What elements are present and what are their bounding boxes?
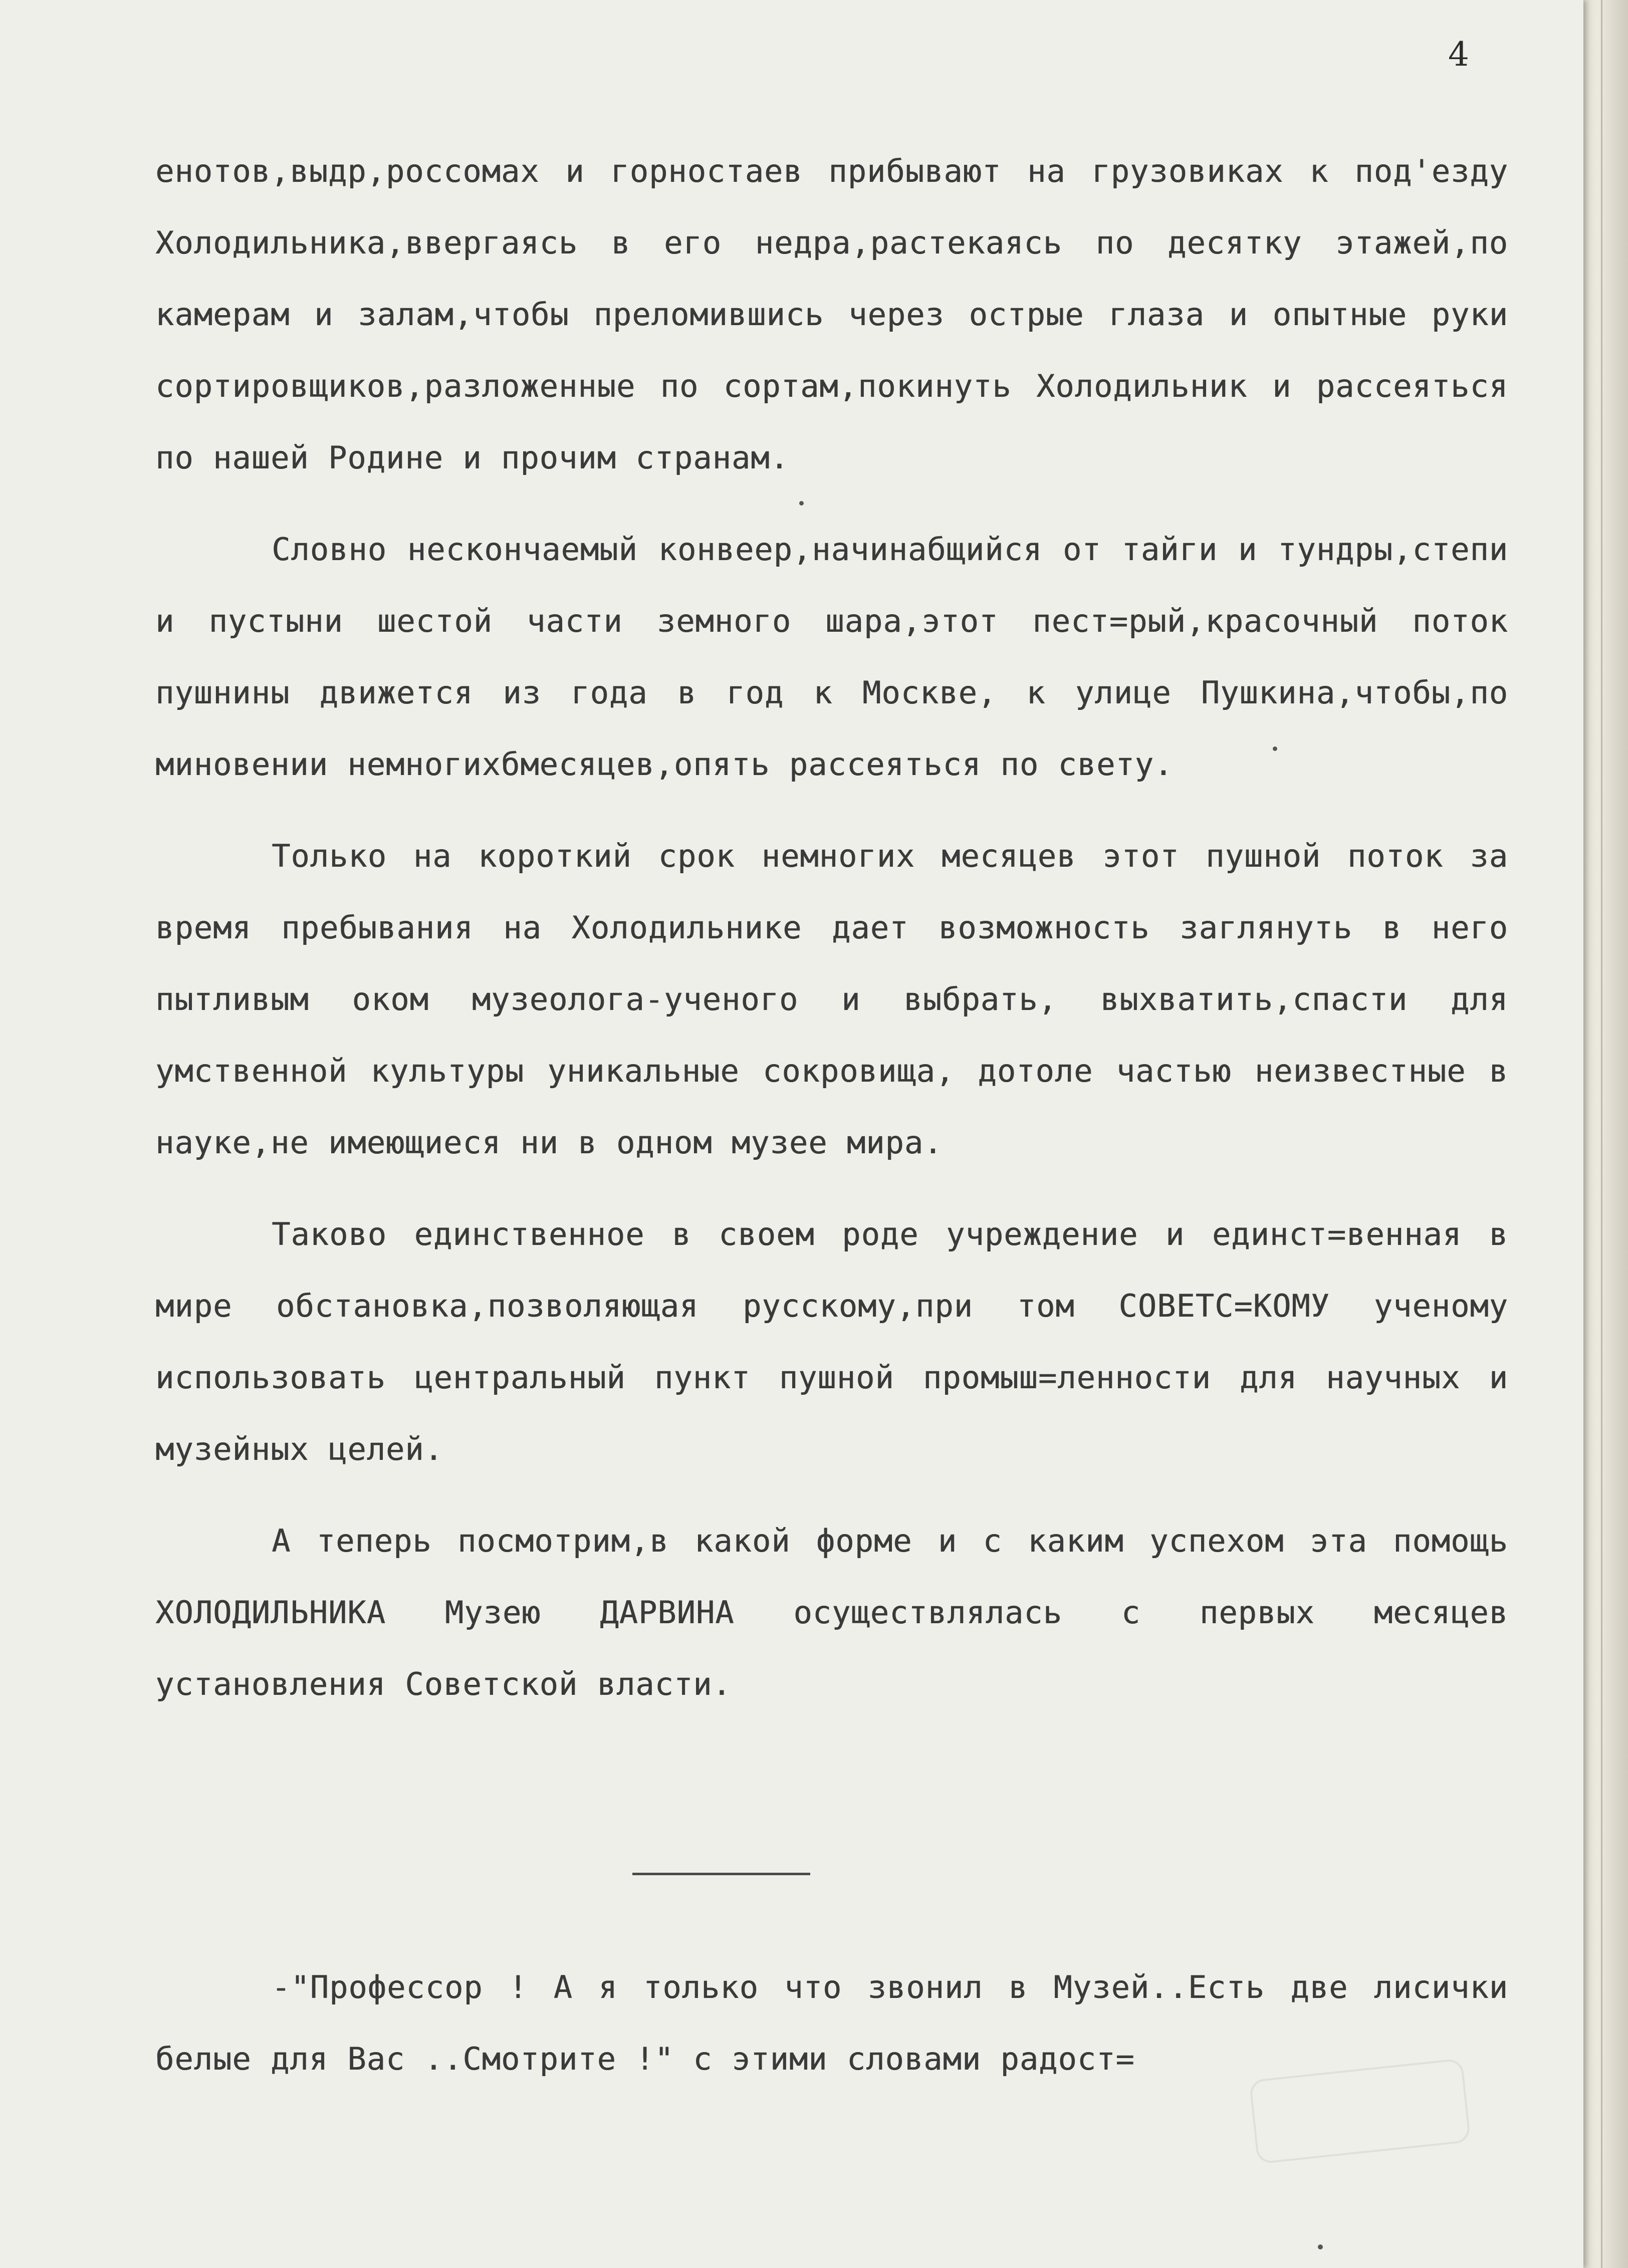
paragraph-conveyor: Словно нескончаемый конвеер,начинабщийся от тайги и тундры,степи и пустыни шестой части земного шара,этот пест=рый,красочный поток пушнины движется из года в год к Москве, к улице Пушкина,чтобы,по миновении немногихбмесяцев,опять рассеяться по свету. (155, 531, 1508, 783)
paragraph-transition: А теперь посмотрим,в какой форме и с каким успехом эта помощь ХОЛОДИЛЬНИКА Музею ДАРВИНА осуществлялась с первых месяцев установления Советской власти. (155, 1523, 1508, 1702)
paragraph-unique-institution: Таково единственное в своем роде учреждение и единст=венная в мире обстановка,позволяющая русскому,при том СОВЕТС=КОМУ ученому использовать центральный пункт пушной промыш=ленности для научных и музейных целей. (155, 1216, 1508, 1467)
dialogue-paragraph: -"Профессор ! А я только что звонил в Музей..Есть две лисички белые для Вас ..Смотрите !" с этими словами радост= (155, 1969, 1508, 2077)
main-text (155, 135, 1508, 1720)
page-number: 4 (1448, 35, 1469, 74)
ink-dot (1273, 746, 1277, 751)
paragraph-short-term: Только на короткий срок немногих месяцев этот пушной поток за время пребывания на Холодильнике дает возможность заглянуть в него пытливым оком музеолога-ученого и выбрать, выхватить,спасти для умственной культуры уникальные сокровища, дотоле частью неизвестные в науке,не имеющиеся ни в одном музее мира. (155, 838, 1508, 1161)
paragraph-continuation: енотов,выдр,россомах и горностаев прибывают на грузовиках к под'езду Холодильника,ввергаясь в его недра,растекаясь по десятку этажей,по камерам и залам,чтобы преломившись через острые глаза и опытные руки сортировщиков,разложенные по сортам,покинуть Холодильник и рассеяться по нашей Родине и прочим странам. (155, 153, 1508, 476)
sheet-edge (1601, 0, 1602, 2268)
ink-dot (1318, 2244, 1323, 2249)
section-separator-line (632, 1873, 810, 1875)
underlying-sheet (1578, 0, 1628, 2268)
ink-dot (799, 501, 804, 506)
